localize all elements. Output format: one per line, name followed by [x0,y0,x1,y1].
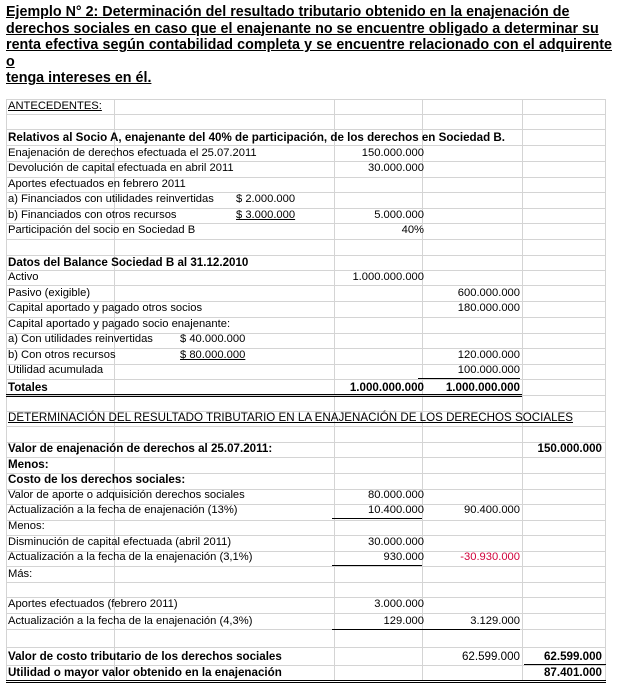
con-utilidades-row [6,332,606,348]
row-value: 40% [401,224,424,236]
utilidad-acumulada-row [6,363,606,379]
row-label: a) Con utilidades reinvertidas [8,333,153,345]
activo-row [6,270,606,286]
row-sub-amount: $ 2.000.000 [236,193,296,205]
row-value: 180.000.000 [457,302,520,314]
row-value: 5.000.000 [374,209,424,221]
pasivo-row [6,286,606,302]
devolucion-row [6,161,606,177]
row-label: Valor de enajenación de derechos al 25.07.2011: [8,442,273,455]
row-value: 30.000.000 [368,162,424,174]
row-sub-amount: $ 40.000.000 [180,333,246,345]
utilidad-final-row [6,665,606,681]
row-value: 80.000.000 [368,489,424,501]
actualizacion-43-row [6,614,606,630]
menos-bold-row [6,457,606,473]
row-value: 30.000.000 [368,536,424,548]
actualizacion-31-row [6,550,606,566]
socio-title: Relativos al Socio A, enajenante del 40% de participación, de los derechos en Sociedad B. [8,131,505,144]
participacion-row [6,223,606,239]
row-label: Valor de costo tributario de los derechos sociales [8,650,282,663]
row-label: b) Financiados con otros recursos [8,209,177,221]
capital-otros-row [6,301,606,317]
row-label: Devolución de capital efectuada en abril 2011 [8,162,234,174]
valor-enajenacion-row [6,441,606,457]
con-otros-row [6,348,606,364]
determinacion-title: DETERMINACIÓN DEL RESULTADO TRIBUTARIO EN LA ENAJENACIÓN DE LOS DERECHOS SOCIALES [8,411,573,424]
row-label: Valor de aporte o adquisición derechos sociales [8,489,245,501]
row-value: 150.000.000 [537,442,602,455]
menos-row [6,519,606,535]
row-value: 3.000.000 [374,598,424,610]
row-label: Capital aportado y pagado otros socios [8,302,203,314]
example-heading [6,4,612,87]
costo-title-row [6,472,606,488]
antecedentes-title: ANTECEDENTES: [8,100,102,112]
heading-line-3: renta efectiva según contabilidad completa y se encuentre relacionado con el adquirente o [6,37,612,70]
aporte-b-row [6,208,606,224]
capital-enajenante-row [6,317,606,333]
aportes-row [6,177,606,193]
total-pasivo: 1.000.000.000 [445,381,520,394]
row-total-negative: -30.930.000 [460,551,520,563]
row-label: Utilidad acumulada [8,364,104,376]
row-total: 3.129.000 [470,615,520,627]
row-label: b) Con otros recursos [8,349,116,361]
costo-subtotal: 62.599.000 [461,650,520,663]
total-activo: 1.000.000.000 [349,381,424,394]
row-label: Aportes efectuados (febrero 2011) [8,598,178,610]
aportes-feb-row [6,597,606,613]
disminucion-row [6,535,606,551]
row-label: Capital aportado y pagado socio enajenante: [8,318,231,330]
valor-costo-row [6,649,606,665]
mas-row [6,567,606,583]
row-label: a) Financiados con utilidades reinvertidas [8,193,214,205]
row-label: Más: [8,568,33,580]
row-value: 100.000.000 [457,364,520,376]
row-label: Menos: [8,520,45,532]
row-label: Activo [8,271,39,283]
enajenacion-row [6,146,606,162]
row-value: 150.000.000 [361,147,424,159]
row-total: 90.400.000 [464,504,520,516]
row-value: 120.000.000 [457,349,520,361]
socio-title-row [6,130,606,146]
row-value: 600.000.000 [457,287,520,299]
row-label: Utilidad o mayor valor obtenido en la enajenación [8,666,282,679]
row-label: Participación del socio en Sociedad B [8,224,196,236]
row-value: 10.400.000 [368,504,424,516]
row-value: 1.000.000.000 [352,271,424,283]
row-label: Actualización a la fecha de la enajenación (3,1%) [8,551,253,563]
actualizacion-13-row [6,503,606,519]
row-label: Pasivo (exigible) [8,287,91,299]
row-label: Disminución de capital efectuada (abril 2011) [8,536,232,548]
valor-aporte-row [6,488,606,504]
row-label: Actualización a la fecha de la enajenación (4,3%) [8,615,253,627]
balance-title-row [6,255,606,271]
row-value: 87.401.000 [543,666,602,679]
heading-line-2: derechos sociales en caso que el enajenante no se encuentre obligado a determinar su [6,20,599,37]
row-sub-amount: $ 3.000.000 [236,209,296,221]
row-label: Actualización a la fecha de enajenación (13%) [8,504,238,516]
balance-title: Datos del Balance Sociedad B al 31.12.2010 [8,256,249,269]
row-sub-amount: $ 80.000.000 [180,349,246,361]
row-value: 930.000 [383,551,424,563]
antecedentes-row [6,99,606,115]
row-label: Menos: [8,458,49,471]
row-label: Enajenación de derechos efectuada el 25.07.2011 [8,147,257,159]
heading-line-1: Ejemplo N° 2: Determinación del resultado tributario obtenido en la enajenación de [6,4,570,20]
row-label: Costo de los derechos sociales: [8,473,186,486]
determinacion-title-row [6,410,606,426]
row-label: Aportes efectuados en febrero 2011 [8,178,186,190]
heading-line-4: tenga intereses en él. [6,70,152,86]
row-label: Totales [8,381,48,394]
costo-total: 62.599.000 [543,650,602,663]
aporte-a-row [6,192,606,208]
row-value: 129.000 [383,615,424,627]
